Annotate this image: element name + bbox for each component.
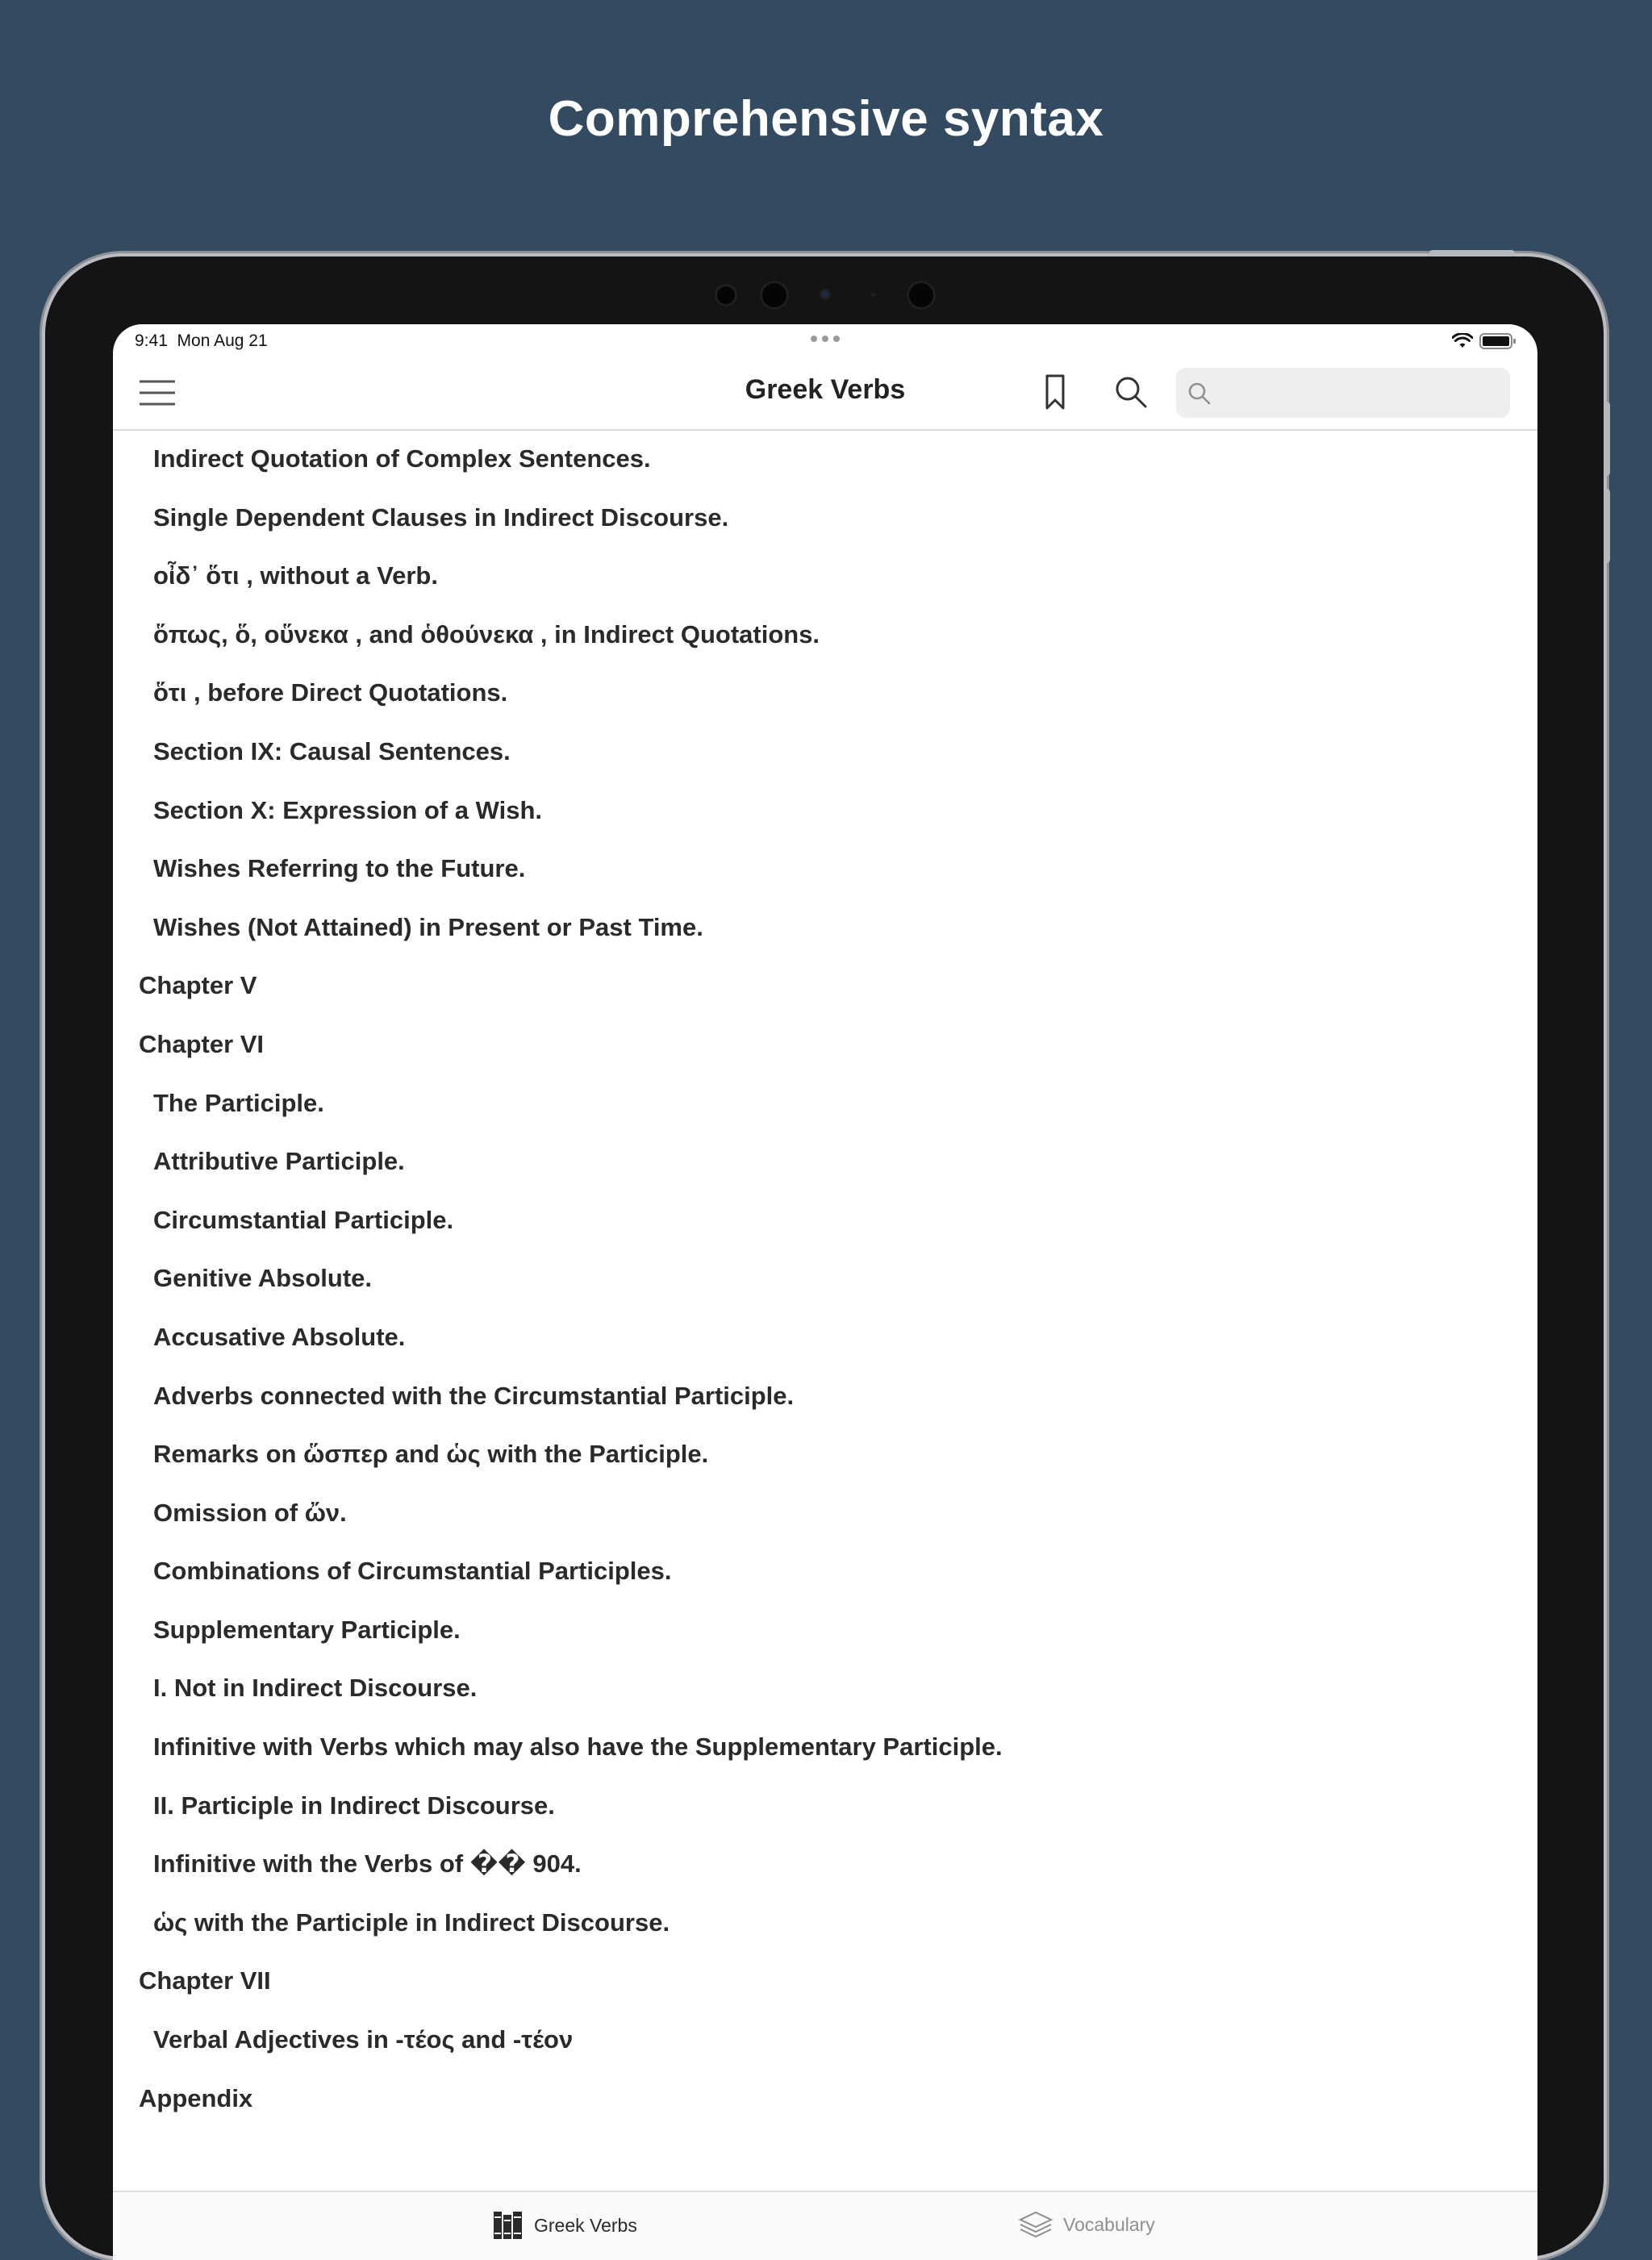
sensor-dot (871, 293, 875, 297)
tab-label: Greek Verbs (534, 2214, 637, 2236)
sensor-mid (760, 281, 789, 310)
tab-label: Vocabulary (1063, 2213, 1155, 2235)
stack-icon (1018, 2210, 1053, 2239)
camera-lens (820, 289, 831, 300)
search-field-icon (1187, 382, 1212, 406)
bookmark-button[interactable] (1039, 373, 1071, 411)
hamburger-menu-icon (139, 379, 176, 407)
toc-chapter[interactable]: Chapter VII (139, 1966, 271, 1995)
status-indicators (1452, 332, 1516, 350)
toc-chapter[interactable]: Appendix (139, 2083, 253, 2112)
tab-greek-verbs[interactable] (492, 2210, 637, 2241)
toc-item[interactable]: οἶδ᾽ ὅτι , without a Verb. (153, 561, 438, 590)
top-button (1429, 250, 1515, 256)
toc-item[interactable]: Omission of ὤν. (153, 1498, 347, 1527)
toc-item[interactable]: Remarks on ὥσπερ and ὡς with the Participle. (153, 1440, 709, 1469)
toc-item[interactable]: ὅπως, ὅ, οὕνεκα , and ὁθούνεκα , in Indirect Quotations. (153, 619, 820, 648)
toc-item[interactable]: Genitive Absolute. (153, 1264, 373, 1293)
toc-item[interactable]: Section IX: Causal Sentences. (153, 736, 511, 765)
toc-item[interactable]: Attributive Participle. (153, 1147, 405, 1176)
sensor-right (907, 281, 936, 310)
navigation-bar (113, 355, 1537, 431)
toc-item[interactable]: Circumstantial Participle. (153, 1205, 454, 1234)
toc-item[interactable]: Infinitive with Verbs which may also have the Supplementary Participle. (153, 1733, 1003, 1762)
books-icon (492, 2210, 524, 2241)
toc-item[interactable]: Section X: Expression of a Wish. (153, 795, 543, 824)
toc-item[interactable]: Wishes Referring to the Future. (153, 854, 526, 883)
toc-chapter[interactable]: Chapter VI (139, 1029, 265, 1058)
toc-item[interactable]: Supplementary Participle. (153, 1615, 461, 1644)
bookmark-icon (1039, 373, 1071, 411)
toc-item[interactable]: II. Participle in Indirect Discourse. (153, 1791, 555, 1820)
wifi-icon (1452, 333, 1473, 349)
sensor-left (715, 284, 737, 306)
multitasking-dots[interactable] (811, 336, 840, 342)
status-bar (113, 324, 1537, 355)
tab-bar (113, 2191, 1537, 2260)
app-screen (113, 324, 1537, 2260)
table-of-contents (113, 430, 1537, 2130)
toc-chapter[interactable]: Chapter V (139, 971, 257, 1000)
toc-item[interactable]: ὡς with the Participle in Indirect Discourse. (153, 1908, 670, 1937)
toc-item[interactable]: Combinations of Circumstantial Participles. (153, 1557, 672, 1586)
search-field[interactable] (1176, 368, 1510, 418)
toc-item[interactable]: ὅτι , before Direct Quotations. (153, 678, 508, 707)
search-input[interactable] (1221, 376, 1499, 411)
toc-item[interactable]: Adverbs connected with the Circumstantial Participle. (153, 1381, 795, 1410)
toc-item[interactable]: Infinitive with the Verbs of �� 904. (153, 1849, 582, 1878)
page-title: Greek Verbs (745, 374, 906, 405)
toc-item[interactable]: The Participle. (153, 1088, 324, 1117)
volume-up-button (1604, 402, 1610, 476)
toc-item[interactable]: I. Not in Indirect Discourse. (153, 1674, 478, 1703)
camera-bar (45, 277, 1604, 310)
toc-item[interactable]: Wishes (Not Attained) in Present or Past Time. (153, 912, 703, 941)
toc-item[interactable]: Accusative Absolute. (153, 1322, 406, 1351)
tab-vocabulary[interactable] (1018, 2210, 1155, 2239)
menu-button[interactable] (139, 379, 176, 407)
status-date: Mon Aug 21 (177, 331, 268, 350)
toc-item[interactable]: Single Dependent Clauses in Indirect Discourse. (153, 502, 729, 532)
search-button[interactable] (1113, 374, 1149, 410)
search-icon (1113, 374, 1149, 410)
status-time (135, 331, 268, 351)
toc-item[interactable]: Verbal Adjectives in -τέος and -τέον (153, 2025, 574, 2054)
status-clock: 9:41 (135, 331, 168, 350)
battery-icon (1479, 332, 1516, 350)
volume-down-button (1604, 489, 1610, 563)
headline: Comprehensive syntax (548, 91, 1104, 147)
ipad-frame (45, 256, 1604, 2257)
toc-item[interactable]: Indirect Quotation of Complex Sentences. (153, 444, 651, 473)
